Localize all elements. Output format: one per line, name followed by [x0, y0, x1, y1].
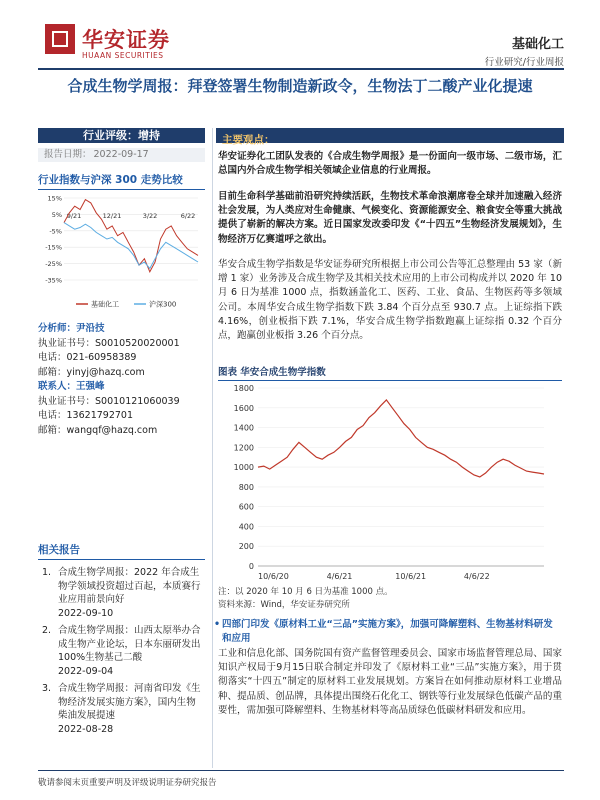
header-divider: [38, 68, 564, 70]
category-label: 行业研究/行业周报: [484, 57, 564, 68]
y-tick-label: -35%: [45, 276, 62, 285]
x-tick-label: 10/6/21: [395, 572, 427, 581]
y-tick-label: 1800: [233, 384, 254, 393]
x-tick-label: 4/6/22: [463, 572, 490, 581]
y-tick-label: 600: [238, 502, 254, 512]
x-tick-label: 3/22: [142, 212, 158, 220]
related-report-item[interactable]: [42, 566, 202, 620]
y-tick-label: 15%: [47, 194, 62, 203]
x-tick-label: 10/6/20: [258, 572, 289, 581]
series-line: [64, 223, 198, 269]
chart-note: 注：以 2020 年 10 月 6 日为基准 1000 点。: [218, 587, 393, 597]
bullet-icon: •: [214, 619, 221, 630]
figure-title: 图表 华安合成生物学指数: [218, 364, 562, 381]
related-reports-list: [42, 566, 202, 740]
logo-icon: [45, 24, 75, 54]
index-comparison-title: 行业指数与沪深 300 走势比较: [38, 172, 205, 190]
phone-label: 电话：: [38, 352, 67, 363]
sector-label: 基础化工: [511, 37, 564, 52]
cert-number: S0010121060039: [95, 395, 180, 407]
contact-name: 王强峰: [76, 381, 105, 392]
series-line: [64, 200, 198, 272]
email-link[interactable]: wangqf@hazq.com: [66, 424, 158, 436]
cert-label: 执业证书号：: [38, 395, 96, 407]
phone-number: 021-60958389: [66, 352, 137, 363]
x-tick-label: 4/6/21: [326, 572, 353, 581]
related-report-item[interactable]: [42, 682, 202, 736]
email-link[interactable]: yinyj@hazq.com: [66, 366, 145, 378]
x-tick-label: 9/21: [66, 212, 82, 220]
main-section-bar: [216, 128, 564, 146]
related-report-number: 2.: [42, 625, 52, 636]
y-tick-label: 200: [238, 542, 254, 552]
legend-label: 基础化工: [91, 300, 119, 309]
related-report-number: 3.: [42, 683, 52, 694]
report-date-value: 2022-09-17: [93, 149, 149, 160]
policy-paragraph: 工业和信息化部、国务院国有资产监督管理委员会、国家市场监督管理总局、国家知识产权局于9月15日联合制定并印发了《原材料工业“三品”实施方案》，用于贯彻落实“十四五”制定的原材料工业发展规划。方案旨在如何推动原材料工业增品种、提品质、创品牌，具体提出围绕石化化工、钢铁等行业发展绿色低碳产品的重要性，需加强可降解塑料、生物基材料等高品质绿色低碳材料研发和应用。: [218, 648, 562, 716]
y-tick-label: -25%: [45, 260, 62, 269]
contact-role: 联系人：: [38, 381, 77, 392]
report-date-label: 报告日期：: [44, 149, 92, 160]
related-report-text: 合成生物学周报：山西太原举办合成生物产业论坛，日本东丽研发出 100%生物基己二酸: [58, 625, 201, 663]
y-tick-label: 0: [248, 562, 254, 571]
y-tick-label: 5%: [51, 210, 62, 219]
y-tick-label: 1600: [233, 403, 254, 413]
policy-heading-text: 四部门印发《原材料工业“三品”实施方案》，加强可降解塑料、生物基材料研发和应用: [222, 619, 553, 645]
y-tick-label: 800: [238, 482, 254, 492]
related-report-text: 合成生物学周报：2022 年合成生物学领域投资超过百起，本质赛行业应用前景向好: [58, 567, 201, 605]
column-divider: [212, 128, 213, 768]
report-title: 合成生物学周报：拜登签署生物制造新政令，生物法丁二酸产业化提速: [67, 77, 533, 95]
main-section-title: 主要观点：: [222, 134, 275, 146]
related-reports-title: 相关报告: [38, 542, 205, 560]
footer-disclaimer: 敬请参阅末页重要声明及评级说明证券研究报告: [38, 778, 217, 788]
related-report-item[interactable]: [42, 624, 202, 678]
index-series-line: [258, 400, 544, 477]
index-comparison-chart: [38, 192, 205, 317]
related-report-date: 2022-08-28: [58, 723, 114, 735]
y-tick-label: -5%: [49, 227, 62, 236]
bioeconomy-paragraph: 目前生命科学基础前沿研究持续活跃，生物技术革命浪潮席卷全球并加速融入经济社会发展，为人类应对生命健康、气候变化、资源能源安全、粮食安全等重大挑战提供了崭新的解决方案。近日国家发改委印发《“十四五”生物经济发展规划》，生物经济万亿赛道呼之欲出。: [218, 191, 562, 245]
x-tick-label: 6/22: [180, 212, 196, 220]
brand-name-en: HUAAN SECURITIES: [82, 51, 164, 60]
cert-label: 执业证书号：: [38, 337, 96, 349]
legend-label: 沪深300: [149, 300, 177, 309]
cert-number: S0010520020001: [95, 337, 180, 349]
y-tick-label: 1400: [233, 423, 254, 433]
related-report-date: 2022-09-04: [58, 665, 114, 677]
phone-label: 电话：: [38, 410, 67, 421]
synbio-index-chart: [218, 378, 562, 586]
email-label: 邮箱：: [38, 424, 67, 436]
email-label: 邮箱：: [38, 366, 67, 378]
index-summary-paragraph: 华安合成生物学指数是华安证券研究所根据上市公司公告等汇总整理由 53 家（新增 1 家）业务涉及合成生物学及其相关技术应用的上市公司构成并以 2020 年 10 月 6 日为基准 1000 点，指数涵盖化工、医药、工业、食品、生物医药等多领域公司。本周华安合成生物学指数下跌 3.84 个百分点至 930.7 点。上证综指下跌 4.16%，创业板指下跌 7.1%，华安合成生物学指数跑赢上证综指 0.32 个百分点，跑赢创业板指 3.26 个百分点。: [218, 259, 562, 342]
report-date: [38, 148, 205, 162]
footer-divider: [38, 770, 564, 771]
x-tick-label: 12/21: [102, 212, 122, 220]
chart-source: 资料来源：Wind，华安证券研究所: [218, 600, 350, 610]
y-tick-label: -15%: [45, 243, 62, 252]
policy-heading: [214, 618, 562, 646]
phone-number: 13621792701: [66, 410, 134, 421]
analyst-block: [38, 322, 180, 438]
related-report-text: 合成生物学周报：河南省印发《生物经济发展实施方案》，国内生物柴油发展提速: [58, 683, 201, 721]
related-report-number: 1.: [42, 567, 52, 578]
y-tick-label: 1000: [233, 463, 254, 473]
analyst-role: 分析师：: [38, 323, 77, 334]
rating-bar: 行业评级：增持: [38, 128, 205, 143]
y-tick-label: 400: [238, 522, 254, 532]
brand-name: 华安证券: [82, 27, 170, 52]
analyst-name: 尹沿技: [76, 323, 105, 334]
intro-paragraph: 华安证券化工团队发表的《合成生物学周报》是一份面向一级市场、二级市场，汇总国内外合成生物学相关领域企业信息的行业周报。: [218, 151, 562, 177]
related-report-date: 2022-09-10: [58, 607, 114, 619]
y-tick-label: 1200: [233, 443, 254, 453]
